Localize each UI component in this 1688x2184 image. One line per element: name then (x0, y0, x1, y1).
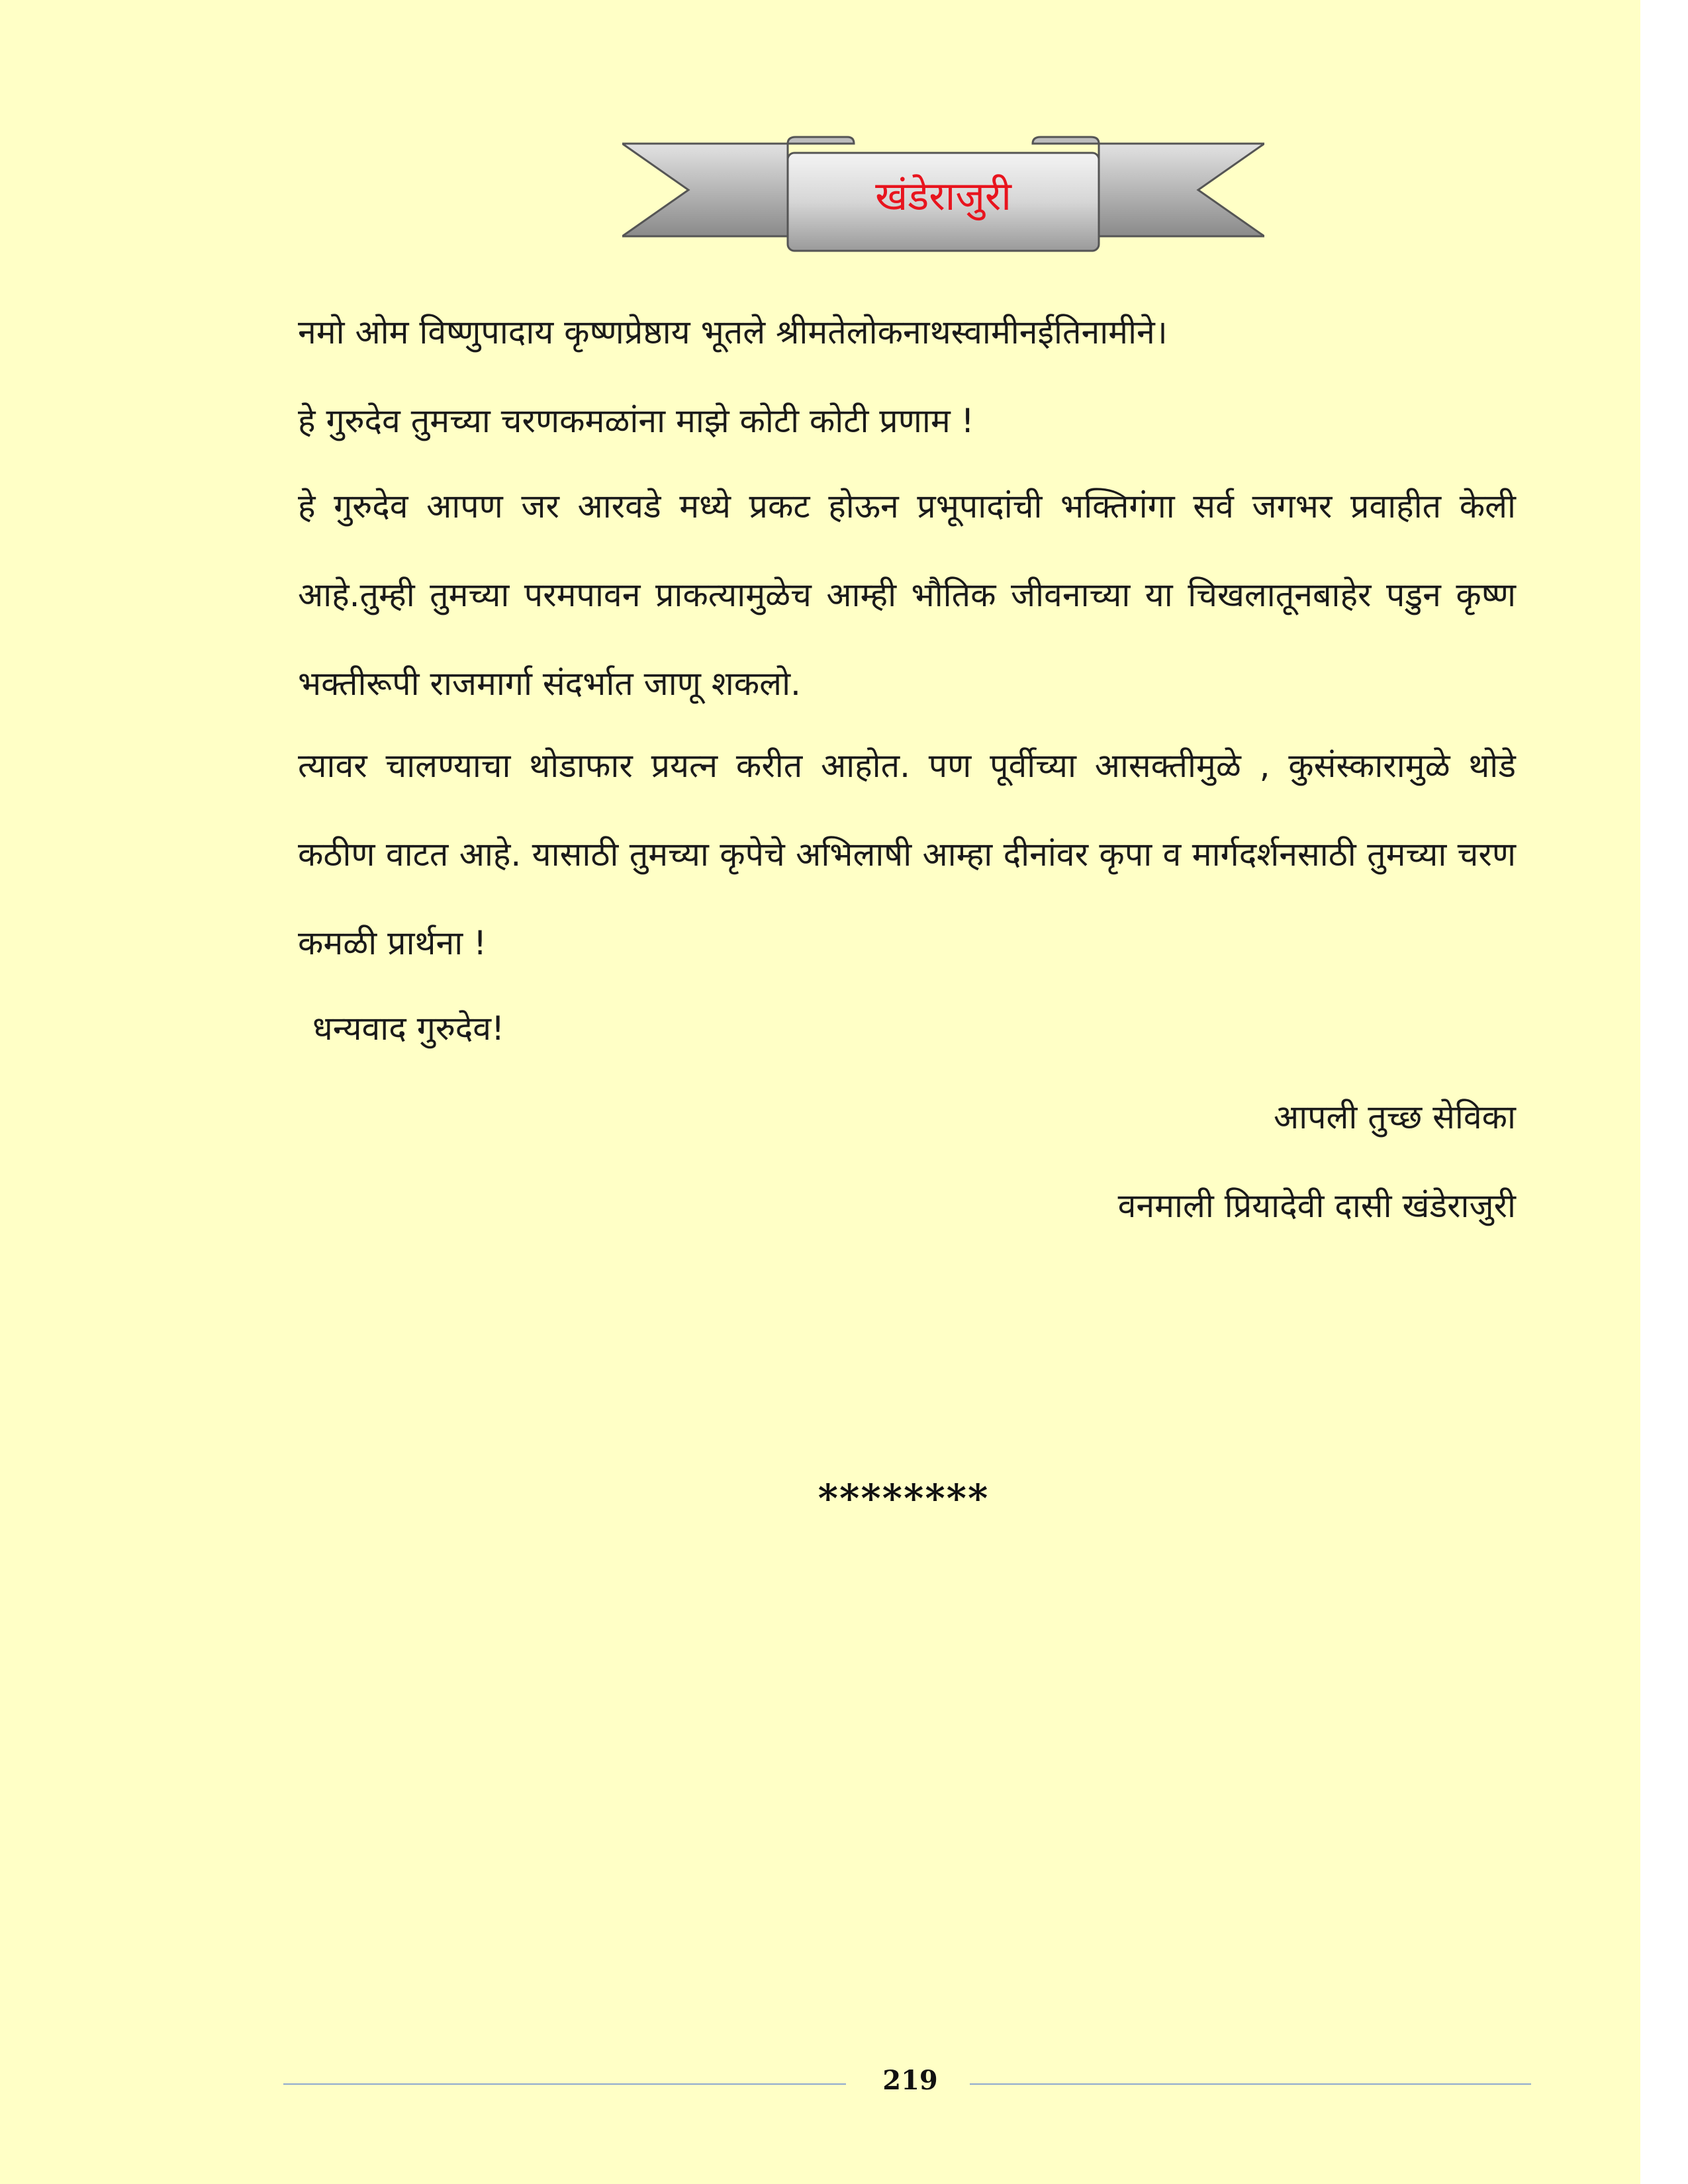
signature-line-1: आपली तुच्छ सेविका (1274, 1098, 1516, 1136)
paragraph-salutation: हे गुरुदेव तुमच्या चरणकमळांना माझे कोटी कोटी प्रणाम ! (298, 402, 974, 440)
letter-body (298, 311, 1516, 1273)
title-banner (622, 136, 1264, 258)
banner-title: खंडेराजुरी (875, 173, 1011, 220)
page-number: 219 (882, 2065, 938, 2096)
paragraph-prayer: त्यावर चालण्याचा थोडाफार प्रयत्न करीत आहोत. पण पूर्वीच्या आसक्तीमुळे , कुसंस्कारामुळे थोडे कठीण वाटत आहे. यासाठी तुमच्या कृपेचे अभिलाषी आम्हा दीनांवर कृपा व मार्गदर्शनसाठी तुमच्या चरण कमळी प्रार्थना ! (298, 747, 1516, 962)
paragraph-invocation: नमो ओम विष्णुपादाय कृष्णप्रेष्ठाय भूतले श्रीमतेलोकनाथस्वामीनईतिनामीने। (298, 313, 1168, 351)
footer-rule-left (283, 2083, 846, 2085)
paragraph-gratitude: हे गुरुदेव आपण जर आरवडे मध्ये प्रकट होऊन प्रभूपादांची भक्तिगंगा सर्व जगभर प्रवाहीत केली आहे.तुम्ही तुमच्या परमपावन प्राकत्यामुळेच आम्ही भौतिक जीवनाच्या या चिखलातूनबाहेर पडुन कृष्ण भक्तीरूपी राजमार्गा संदर्भात जाणू शकलो. (298, 487, 1516, 703)
signature-line-2: वनमाली प्रियादेवी दासी खंडेराजुरी (1117, 1187, 1516, 1225)
paragraph-thanks: धन्यवाद गुरुदेव! (312, 1009, 505, 1048)
section-separator: ******** (818, 1476, 990, 1521)
footer-rule-right (970, 2083, 1531, 2085)
